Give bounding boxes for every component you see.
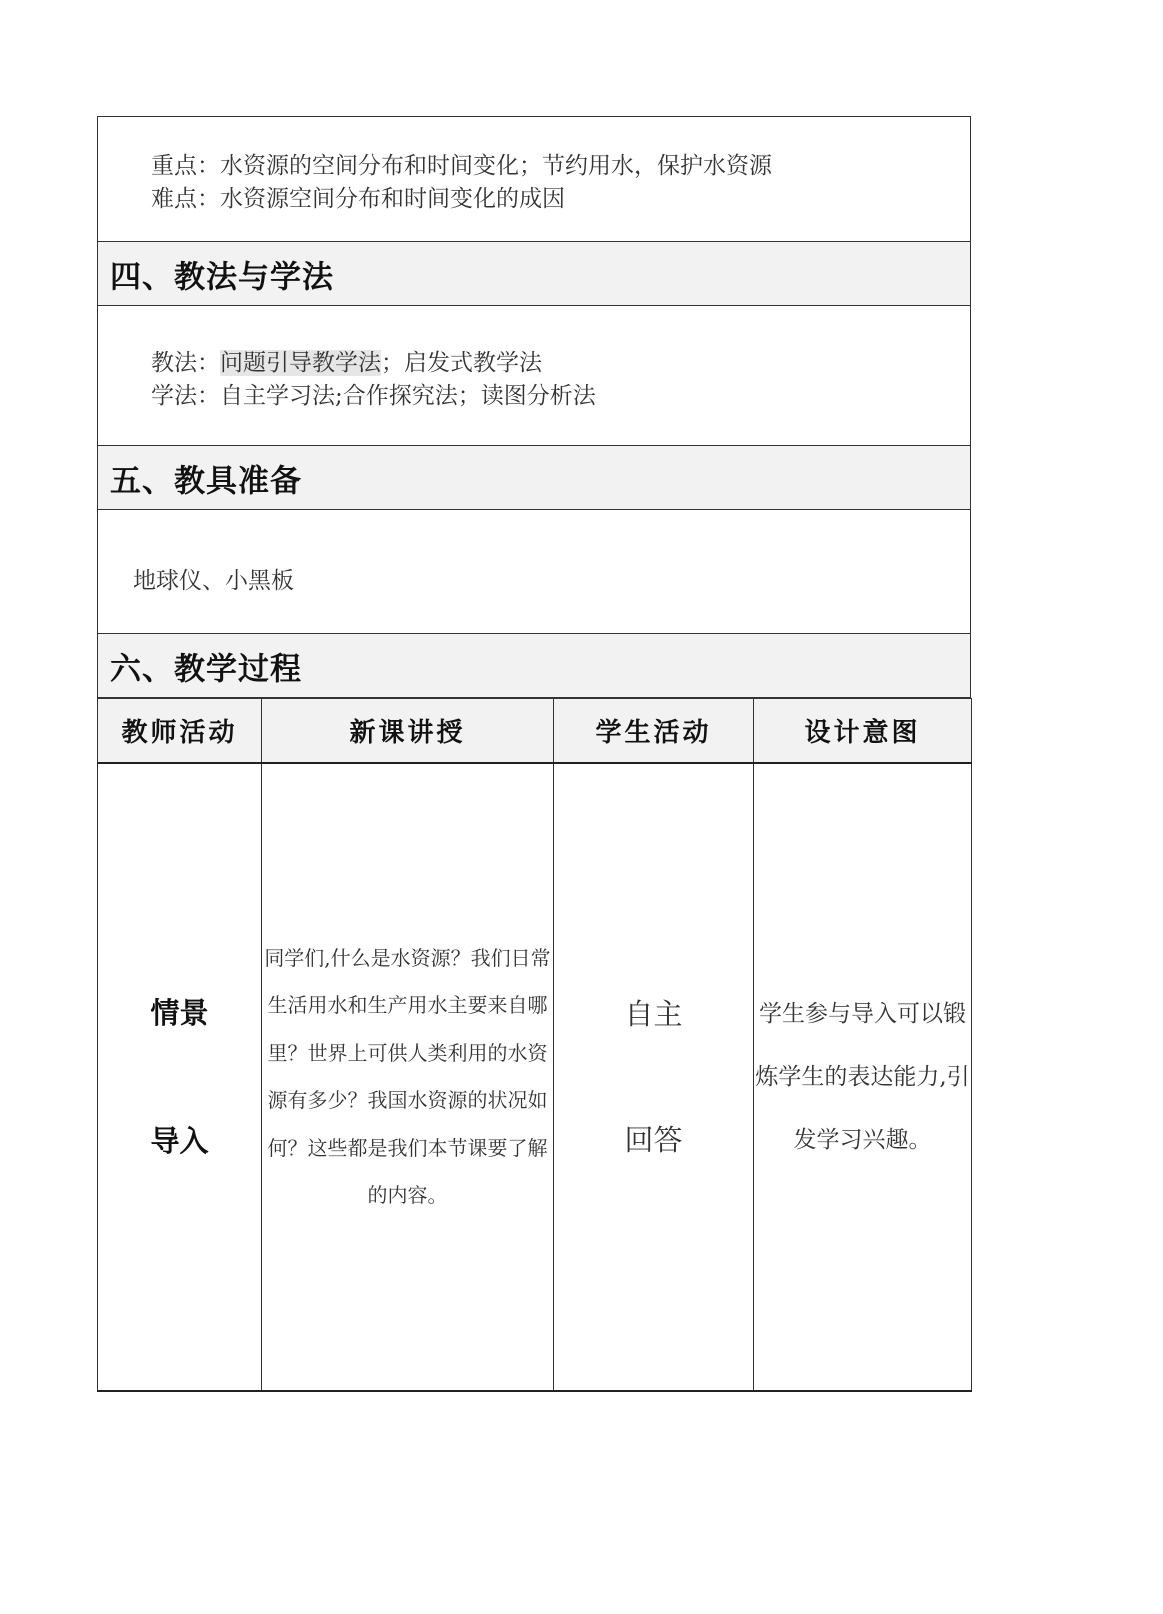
column-header: 新课讲授: [262, 699, 554, 764]
teaching-method-label: 教法：: [151, 350, 220, 376]
tools-block: [97, 510, 971, 634]
phase-line: 情景: [150, 996, 209, 1030]
phase-line: 导入: [150, 1124, 209, 1158]
learning-method-line: [151, 377, 596, 410]
difficult-point-text: 水资源空间分布和时间变化的成因: [220, 186, 565, 212]
key-point-line: [151, 147, 772, 180]
section-title: 四、教法与学法: [110, 259, 334, 295]
column-header: 学生活动: [554, 699, 754, 764]
learning-method-text: 自主学习法;合作探究法；读图分析法: [220, 383, 596, 409]
difficult-point-line: [151, 180, 565, 213]
column-header: 教师活动: [98, 699, 262, 764]
lesson-content-cell: 同学们,什么是水资源？我们日常生活用水和生产用水主要来自哪里？世界上可供人类利用的水资源有多少？我国水资源的状况如何？这些都是我们本节课要了解的内容。: [262, 763, 554, 1391]
methods-block: [97, 306, 971, 446]
teaching-method-line: [151, 344, 542, 377]
table-row: [98, 763, 972, 1391]
design-intent-cell: 学生参与导入可以锻炼学生的表达能力,引发学习兴趣。: [754, 763, 972, 1391]
difficult-point-label: 难点：: [151, 186, 220, 212]
table-header-row: [98, 699, 972, 764]
teaching-process-table: [97, 698, 972, 1392]
column-header: 设计意图: [754, 699, 972, 764]
student-activity-cell: [554, 763, 754, 1391]
section-title: 六、教学过程: [110, 651, 302, 687]
key-point-text: 水资源的空间分布和时间变化；节约用水，保护水资源: [220, 153, 772, 179]
section-heading-process: [97, 634, 971, 698]
student-activity-line: 回答: [624, 1123, 683, 1157]
section-heading-tools: [97, 446, 971, 510]
key-points-block: [97, 116, 971, 242]
teaching-method-rest: ；启发式教学法: [381, 350, 542, 376]
teaching-method-highlight: 问题引导教学法: [220, 350, 381, 376]
student-activity-line: 自主: [624, 997, 683, 1031]
teacher-activity-cell: [98, 763, 262, 1391]
tools-text: 地球仪、小黑板: [133, 568, 294, 594]
lesson-plan-document: [97, 116, 971, 1392]
section-title: 五、教具准备: [110, 463, 302, 499]
learning-method-label: 学法：: [151, 383, 220, 409]
section-heading-methods: [97, 242, 971, 306]
key-point-label: 重点：: [151, 153, 220, 179]
